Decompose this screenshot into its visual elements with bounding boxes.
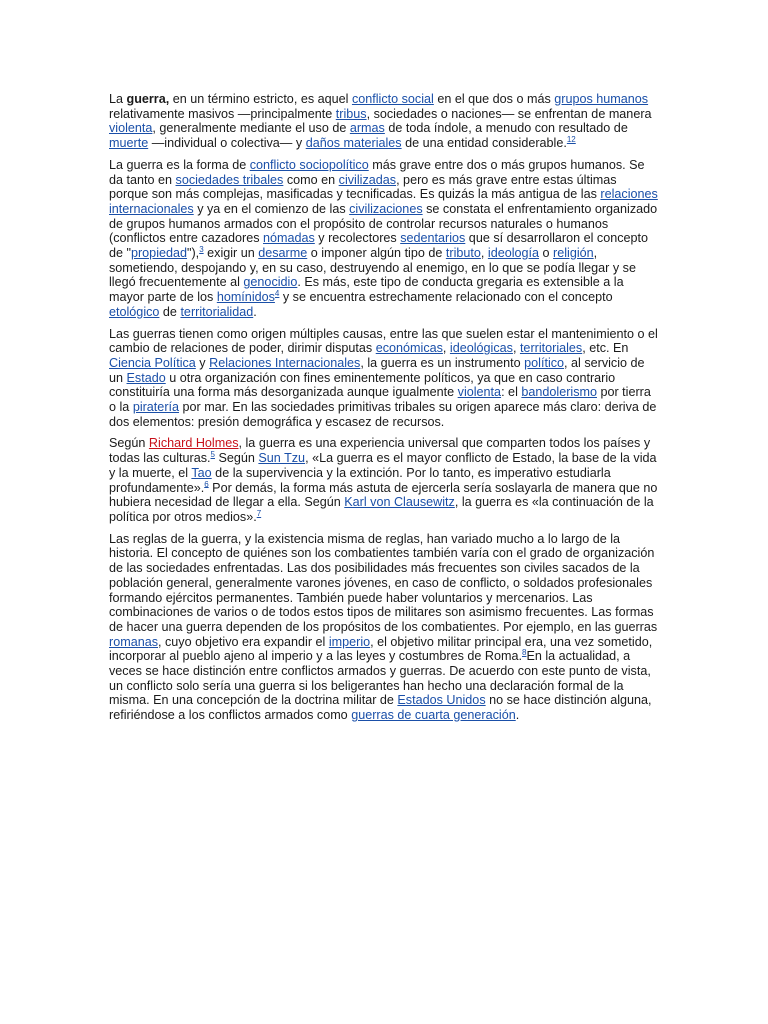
text-run: más grave entre dos o más grupos humanos. Se da tanto en: [109, 157, 645, 187]
inline-link[interactable]: etológico: [109, 304, 160, 319]
text-run: por tierra o la: [109, 385, 651, 415]
text-run: ,: [512, 341, 520, 356]
text-run: en el que dos o más: [433, 92, 555, 106]
paragraph: [109, 532, 659, 723]
inline-link[interactable]: relaciones internacionales: [109, 187, 658, 216]
text-run: de toda índole, a menudo con resultado de: [384, 121, 628, 136]
inline-link[interactable]: conflicto sociopolítico: [249, 157, 369, 172]
text-run: Según: [109, 436, 149, 451]
text-run: y: [195, 355, 210, 370]
inline-link[interactable]: Karl von Clausewitz: [344, 495, 455, 510]
footnote-link[interactable]: 5: [210, 449, 215, 459]
inline-link[interactable]: homínidos: [216, 290, 275, 305]
inline-link[interactable]: guerras de cuarta generación: [351, 708, 516, 723]
inline-link[interactable]: Sun Tzu: [258, 451, 306, 466]
text-run: no se hace distinción alguna, refiriéndose a los conflictos armados como: [109, 693, 652, 723]
text-run: , sociedades o naciones— se enfrentan de manera: [366, 106, 652, 121]
inline-link[interactable]: tributo: [445, 246, 481, 261]
text-run: .: [515, 708, 520, 723]
text-run: , etc. En: [582, 341, 629, 356]
inline-link[interactable]: Relaciones Internacionales: [209, 355, 361, 370]
inline-link[interactable]: tribus: [335, 106, 367, 121]
inline-link[interactable]: civilizaciones: [349, 201, 423, 216]
inline-link[interactable]: piratería: [132, 400, 180, 415]
footnote-link[interactable]: 6: [204, 479, 209, 489]
inline-link[interactable]: religión: [553, 246, 594, 261]
inline-link[interactable]: sociedades tribales: [175, 172, 284, 187]
inline-link[interactable]: sedentarios: [400, 231, 466, 246]
text-run: Las reglas de la guerra, y la existencia misma de reglas, han variado mucho a lo largo de la historia. El concepto de quiénes son los combatientes también varía con el grado de organización de las sociedades enfrentadas. Las dos posibilidades más frecuentes son civiles sacados de la población general, generalmente varones jóvenes, en caso de conflicto, o soldados profesionales formando ejércitos permanentes. También puede haber voluntarios y mercenarios. Las combinaciones de varios o de todos estos tipos de militares son asimismo frecuentes. Las formas de hacer una guerra dependen de los propósitos de los combatientes. Por ejemplo, en las guerras: [109, 531, 658, 634]
inline-link[interactable]: territorialidad: [180, 304, 254, 319]
text-run: , la guerra es una experiencia universal que comparten todos los países y todas las culturas.: [109, 436, 651, 466]
text-run: como en: [283, 172, 339, 187]
text-run: por mar. En las sociedades primitivas tribales su origen aparece más claro: deriva de dos elementos: presión demográfica y escasez de recursos.: [109, 400, 657, 429]
text-run: Por demás, la forma más astuta de ejercerla sería soslayarla de manera que no hubiera necesidad de llegar a ella. Según: [109, 480, 658, 510]
inline-link[interactable]: daños materiales: [305, 136, 402, 151]
inline-link[interactable]: Tao: [191, 465, 212, 480]
footnote-link[interactable]: 7: [256, 508, 262, 518]
article-body: [109, 92, 659, 730]
text-run: , sometiendo, despojando y, en su caso, destruyendo al enemigo, en lo que se podía llegar y se llegó frecuentemente al: [109, 246, 636, 290]
inline-link[interactable]: Estado: [126, 370, 166, 385]
paragraph: [109, 158, 659, 320]
text-run: , el objetivo militar principal era, una vez sometido, incorporar al pueblo ajeno al imperio y a las leyes y costumbres de Roma.: [109, 634, 653, 664]
inline-link[interactable]: grupos humanos: [554, 92, 649, 106]
text-run: Las guerras tienen como origen múltiples causas, entre las que suelen estar el mantenimiento o el cambio de relaciones de poder, dirimir disputas: [109, 326, 658, 356]
inline-link[interactable]: Ciencia Política: [109, 355, 196, 370]
inline-link[interactable]: Estados Unidos: [397, 693, 486, 708]
footnote-link[interactable]: 4: [274, 288, 280, 298]
inline-link[interactable]: ideología: [487, 246, 540, 261]
text-run: "),: [187, 246, 200, 261]
text-run: .: [253, 304, 257, 319]
text-run: y recolectores: [314, 231, 401, 246]
text-run: , la guerra es «la continuación de la política por otros medios».: [109, 495, 654, 524]
text-run: de una entidad considerable.: [401, 136, 567, 151]
inline-link[interactable]: armas: [349, 121, 385, 136]
inline-link[interactable]: civilizadas: [338, 172, 397, 187]
inline-link[interactable]: conflicto social: [351, 92, 434, 106]
text-run: : el: [501, 385, 522, 400]
text-run: que sí desarrollaron el concepto de ": [109, 231, 649, 261]
bold-term: guerra,: [126, 92, 170, 106]
text-run: , pero es más grave entre estas últimas porque son más complejas, masificadas y tecnificadas. Es quizás la más antigua de las: [109, 172, 617, 202]
text-run: , al servicio de un: [109, 355, 645, 385]
footnote-link[interactable]: 12: [566, 134, 576, 144]
text-run: se constata el enfrentamiento organizado de grupos humanos armados con el propósito de controlar recursos naturales o humanos (conflictos entre cazadores: [109, 201, 658, 246]
footnote-ref[interactable]: [257, 509, 261, 518]
text-run: o: [539, 246, 554, 261]
inline-link[interactable]: propiedad: [130, 246, 188, 261]
text-run: En la actualidad, a veces se hace distinción entre conflictos armados y guerras. De acuerdo con este punto de vista, un conflicto solo sería una guerra si los beligerantes han hecho una declaración formal de la misma. En una concepción de la doctrina militar de: [109, 649, 651, 708]
inline-link[interactable]: romanas: [109, 634, 158, 649]
footnote-link[interactable]: 3: [199, 244, 204, 254]
text-run: Según: [214, 451, 259, 466]
text-run: —individual o colectiva— y: [148, 136, 306, 151]
text-run: ,: [480, 246, 488, 261]
text-run: La: [109, 92, 127, 106]
text-run: . Es más, este tipo de conducta gregaria es extensible a la mayor parte de los: [109, 275, 624, 305]
text-run: , la guerra es un instrumento: [360, 355, 525, 370]
footnote-link[interactable]: 8: [522, 648, 527, 658]
text-run: ,: [442, 341, 450, 356]
text-run: o imponer algún tipo de: [307, 246, 446, 261]
text-run: , «La guerra es el mayor conflicto de Estado, la base de la vida y la muerte, el: [109, 451, 657, 480]
inline-link[interactable]: imperio: [328, 634, 371, 649]
paragraph: [109, 436, 659, 524]
inline-link[interactable]: ideológicas: [449, 341, 513, 356]
text-run: y se encuentra estrechamente relacionado con el concepto: [279, 290, 613, 305]
inline-link[interactable]: político: [524, 355, 565, 370]
inline-link[interactable]: Richard Holmes: [148, 436, 239, 451]
inline-link[interactable]: violenta: [457, 385, 502, 400]
inline-link[interactable]: bandolerismo: [521, 385, 597, 400]
inline-link[interactable]: desarme: [258, 246, 308, 261]
inline-link[interactable]: económicas: [375, 341, 443, 356]
text-run: , generalmente mediante el uso de: [152, 121, 350, 136]
paragraph: [109, 327, 659, 430]
text-run: La guerra es la forma de: [109, 157, 250, 172]
footnote-ref[interactable]: [567, 135, 576, 144]
inline-link[interactable]: territoriales: [519, 341, 583, 356]
inline-link[interactable]: violenta: [109, 121, 153, 136]
text-run: de: [159, 304, 181, 319]
paragraph: [109, 92, 659, 151]
text-run: exigir un: [203, 246, 259, 261]
inline-link[interactable]: nómadas: [263, 231, 315, 246]
text-run: y ya en el comienzo de las: [193, 201, 350, 216]
text-run: relativamente masivos —principalmente: [109, 106, 336, 121]
inline-link[interactable]: genocidio: [243, 275, 298, 290]
inline-link[interactable]: muerte: [109, 136, 149, 151]
text-run: u otra organización con fines eminentemente políticos, ya que en caso contrario constituiría una forma más desorganizada aunque igualmente: [109, 370, 616, 400]
text-run: en un término estricto, es aquel: [169, 92, 352, 106]
text-run: , cuyo objetivo era expandir el: [158, 634, 329, 649]
text-run: de la supervivencia y la extinción. Por lo tanto, es imperativo estudiarla profundamente».: [109, 465, 611, 495]
